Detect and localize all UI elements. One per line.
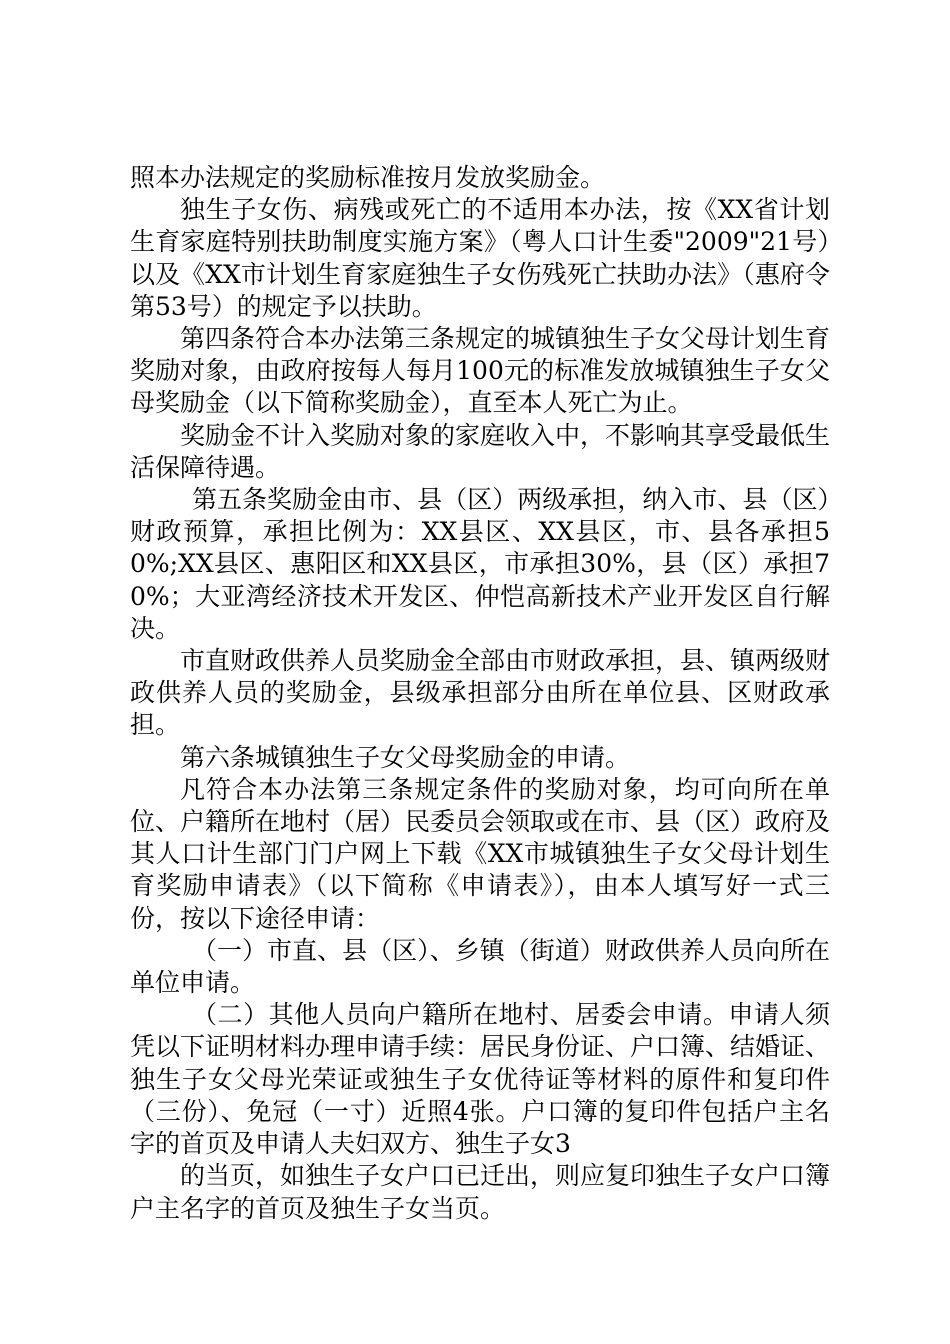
- paragraph-5: 第五条奖励金由市、县（区）两级承担，纳入市、县（区）财政预算，承担比例为：XX县区、XX县区，市、县各承担50%;XX县区、惠阳区和XX县区，市承担30%，县（区）承担70%；大亚湾经济技术开发区、仲恺高新技术产业开发区自行解决。: [130, 485, 830, 643]
- paragraph-10: （二）其他人员向户籍所在地村、居委会申请。申请人须凭以下证明材料办理申请手续：居民身份证、户口簿、结婚证、独生子女父母光荣证或独生子女优待证等材料的原件和复印件（三份）、免冠（一寸）近照4张。户口簿的复印件包括户主名字的首页及申请人夫妇双方、独生子女3: [130, 1000, 831, 1159]
- paragraph-4: 奖励金不计入奖励对象的家庭收入中，不影响其享受最低生活保障待遇。: [130, 420, 831, 482]
- paragraph-8: 凡符合本办法第三条规定条件的奖励对象，均可向所在单位、户籍所在地村（居）民委员会领取或在市、县（区）政府及其人口计生部门门户网上下载《XX市城镇独生子女父母计划生育奖励申请表》（以下简称《申请表》），由本人填写好一式三份，按以下途径申请：: [130, 774, 831, 933]
- paragraph-2: 独生子女伤、病残或死亡的不适用本办法，按《XX省计划生育家庭特别扶助制度实施方案》（粤人口计生委"2009"21号）以及《XX市计划生育家庭独生子女伤残死亡扶助办法》（惠府令第53号）的规定予以扶助。: [130, 195, 830, 321]
- paragraph-3: 第四条符合本办法第三条规定的城镇独生子女父母计划生育奖励对象，由政府按每人每月100元的标准发放城镇独生子女父母奖励金（以下简称奖励金），直至本人死亡为止。: [130, 324, 831, 418]
- paragraph-6: 市直财政供养人员奖励金全部由市财政承担，县、镇两级财政供养人员的奖励金，县级承担部分由所在单位县、区财政承担。: [130, 646, 831, 740]
- paragraph-9: （一）市直、县（区）、乡镇（街道）财政供养人员向所在单位申请。: [130, 935, 830, 998]
- document-body: [130, 162, 830, 1225]
- paragraph-11: 的当页，如独生子女户口已迁出，则应复印独生子女户口簿户主名字的首页及独生子女当页。: [130, 1161, 831, 1223]
- paragraph-7: 第六条城镇独生子女父母奖励金的申请。: [180, 742, 631, 772]
- paragraph-1: 照本办法规定的奖励标准按月发放奖励金。: [130, 163, 606, 192]
